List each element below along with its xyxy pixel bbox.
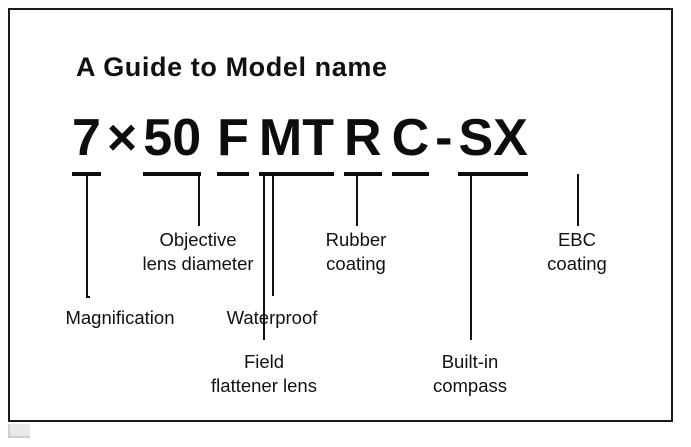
model-token-times: ×	[106, 109, 138, 167]
figure-frame	[8, 8, 673, 422]
leader-line-objective-vertical	[198, 174, 200, 226]
callout-field-line1: Field	[243, 351, 285, 372]
callout-waterproof-line1: Waterproof	[226, 307, 318, 328]
callout-rubber-coating	[296, 228, 416, 276]
callout-objective-line2: lens diameter	[142, 253, 254, 274]
model-token-sx: SX	[458, 109, 528, 167]
callout-ebc-line1: EBC	[557, 229, 597, 250]
figure-title: A Guide to Model name	[76, 52, 388, 82]
model-token-c: C	[391, 109, 430, 167]
callout-magnification	[30, 306, 210, 330]
leader-line-magnification-vertical	[86, 174, 88, 298]
callout-compass-line2: compass	[432, 375, 508, 396]
callout-rubber-line2: coating	[326, 253, 386, 274]
model-token-mt: MT	[258, 109, 334, 167]
callout-compass-line1: Built-in	[441, 351, 499, 372]
callout-rubber-line1: Rubber	[325, 229, 387, 250]
leader-line-ebc-vertical	[577, 174, 579, 226]
callout-magnification-line1: Magnification	[65, 307, 175, 328]
callout-built-in-compass	[398, 350, 542, 398]
leader-line-compass-vertical	[470, 174, 472, 340]
callout-ebc-line2: coating	[547, 253, 607, 274]
model-token-magnification: 7	[72, 109, 101, 167]
callout-objective-line1: Objective	[159, 229, 237, 250]
leader-line-rubber-vertical	[356, 174, 358, 226]
model-name-row	[72, 105, 632, 167]
page-edge-shadow	[8, 424, 30, 438]
callout-waterproof	[210, 306, 334, 330]
model-token-f: F	[217, 109, 249, 167]
model-token-r: R	[344, 109, 382, 167]
model-token-hyphen: -	[435, 109, 453, 167]
callout-field-line2: flattener lens	[211, 375, 317, 396]
model-token-objective: 50	[143, 109, 202, 167]
callout-objective-lens-diameter	[98, 228, 298, 276]
callout-ebc-coating	[518, 228, 636, 276]
leader-line-magnification-elbow	[86, 296, 90, 298]
callout-field-flattener-lens	[182, 350, 346, 398]
